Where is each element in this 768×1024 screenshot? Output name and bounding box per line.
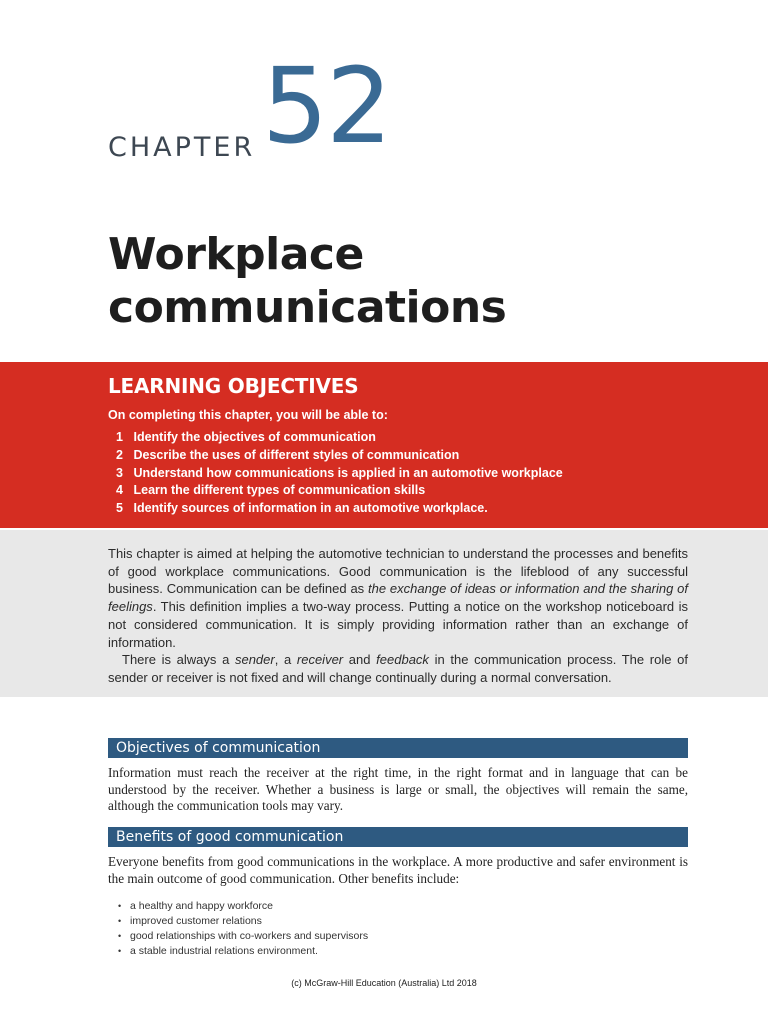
chapter-number: 52	[262, 45, 391, 167]
list-item: • a healthy and happy workforce	[118, 899, 368, 914]
chapter-label: CHAPTER	[108, 132, 256, 163]
benefits-list	[118, 899, 368, 959]
objective-number: 5	[116, 501, 123, 516]
objective-text: Describe the uses of different styles of communication	[133, 447, 460, 462]
intro-text-run: , a	[274, 652, 297, 668]
intro-term-receiver: receiver	[296, 652, 344, 668]
objective-text: Understand how communications is applied in an automotive workplace	[133, 465, 563, 480]
learning-objectives-list	[116, 429, 563, 518]
intro-text-run: and	[343, 652, 377, 668]
objective-text: Learn the different types of communication skills	[133, 483, 426, 498]
intro-text-run: in the communication process. The role of sender or receiver is not fixed and will change continually during a normal conversation.	[108, 652, 688, 685]
objective-item	[116, 465, 563, 483]
list-item: • a stable industrial relations environment.	[118, 944, 368, 959]
objective-number: 3	[116, 465, 123, 480]
intro-definition: the exchange of ideas or information and the sharing of feelings	[108, 581, 688, 615]
learning-objectives-intro: On completing this chapter, you will be able to:	[108, 408, 388, 422]
objective-item	[116, 500, 563, 518]
objective-number: 2	[116, 447, 123, 462]
intro-text-run: This chapter is aimed at helping the automotive technician to understand the processes and benefits of good workplace communications. Good communication is the lifeblood of any successful business. Communication can be defined as	[108, 546, 688, 597]
objective-text: Identify the objectives of communication	[133, 430, 376, 444]
objective-item	[116, 482, 563, 500]
list-item: • good relationships with co-workers and supervisors	[118, 929, 368, 944]
section-text-benefits: Everyone benefits from good communications in the workplace. A more productive and safer environment is the main outcome of good communication. Other benefits include:	[108, 854, 688, 886]
objective-number: 4	[116, 483, 123, 498]
learning-objectives-box	[0, 362, 768, 528]
objective-text: Identify sources of information in an automotive workplace.	[133, 501, 488, 516]
objective-item	[116, 429, 563, 447]
copyright-footer: (c) McGraw-Hill Education (Australia) Ltd 2018	[291, 978, 477, 988]
objective-item	[116, 447, 563, 465]
chapter-intro	[0, 530, 768, 697]
section-heading-objectives: Objectives of communication	[108, 738, 688, 758]
intro-text-run: There is always a	[122, 652, 235, 668]
objective-number: 1	[116, 430, 123, 444]
intro-text-run: . This definition implies a two-way process. Putting a notice on the workshop noticeboard is not considered communication. It is simply providing information rather than an exchange of information.	[108, 599, 688, 650]
intro-term-sender: sender	[234, 652, 275, 668]
chapter-title-line1: Workplace	[108, 229, 364, 280]
learning-objectives-heading: LEARNING OBJECTIVES	[108, 374, 359, 398]
section-text-objectives: Information must reach the receiver at the right time, in the right format and in language that can be understood by the receiver. Whether a business is large or small, the objectives will remain the same, although the communication tools may vary.	[108, 765, 688, 813]
chapter-title	[108, 228, 506, 334]
intro-term-feedback: feedback	[376, 652, 429, 668]
chapter-title-line2: communications	[108, 282, 507, 333]
chapter-intro-text	[108, 545, 688, 687]
list-item: • improved customer relations	[118, 914, 368, 929]
section-heading-benefits: Benefits of good communication	[108, 827, 688, 847]
